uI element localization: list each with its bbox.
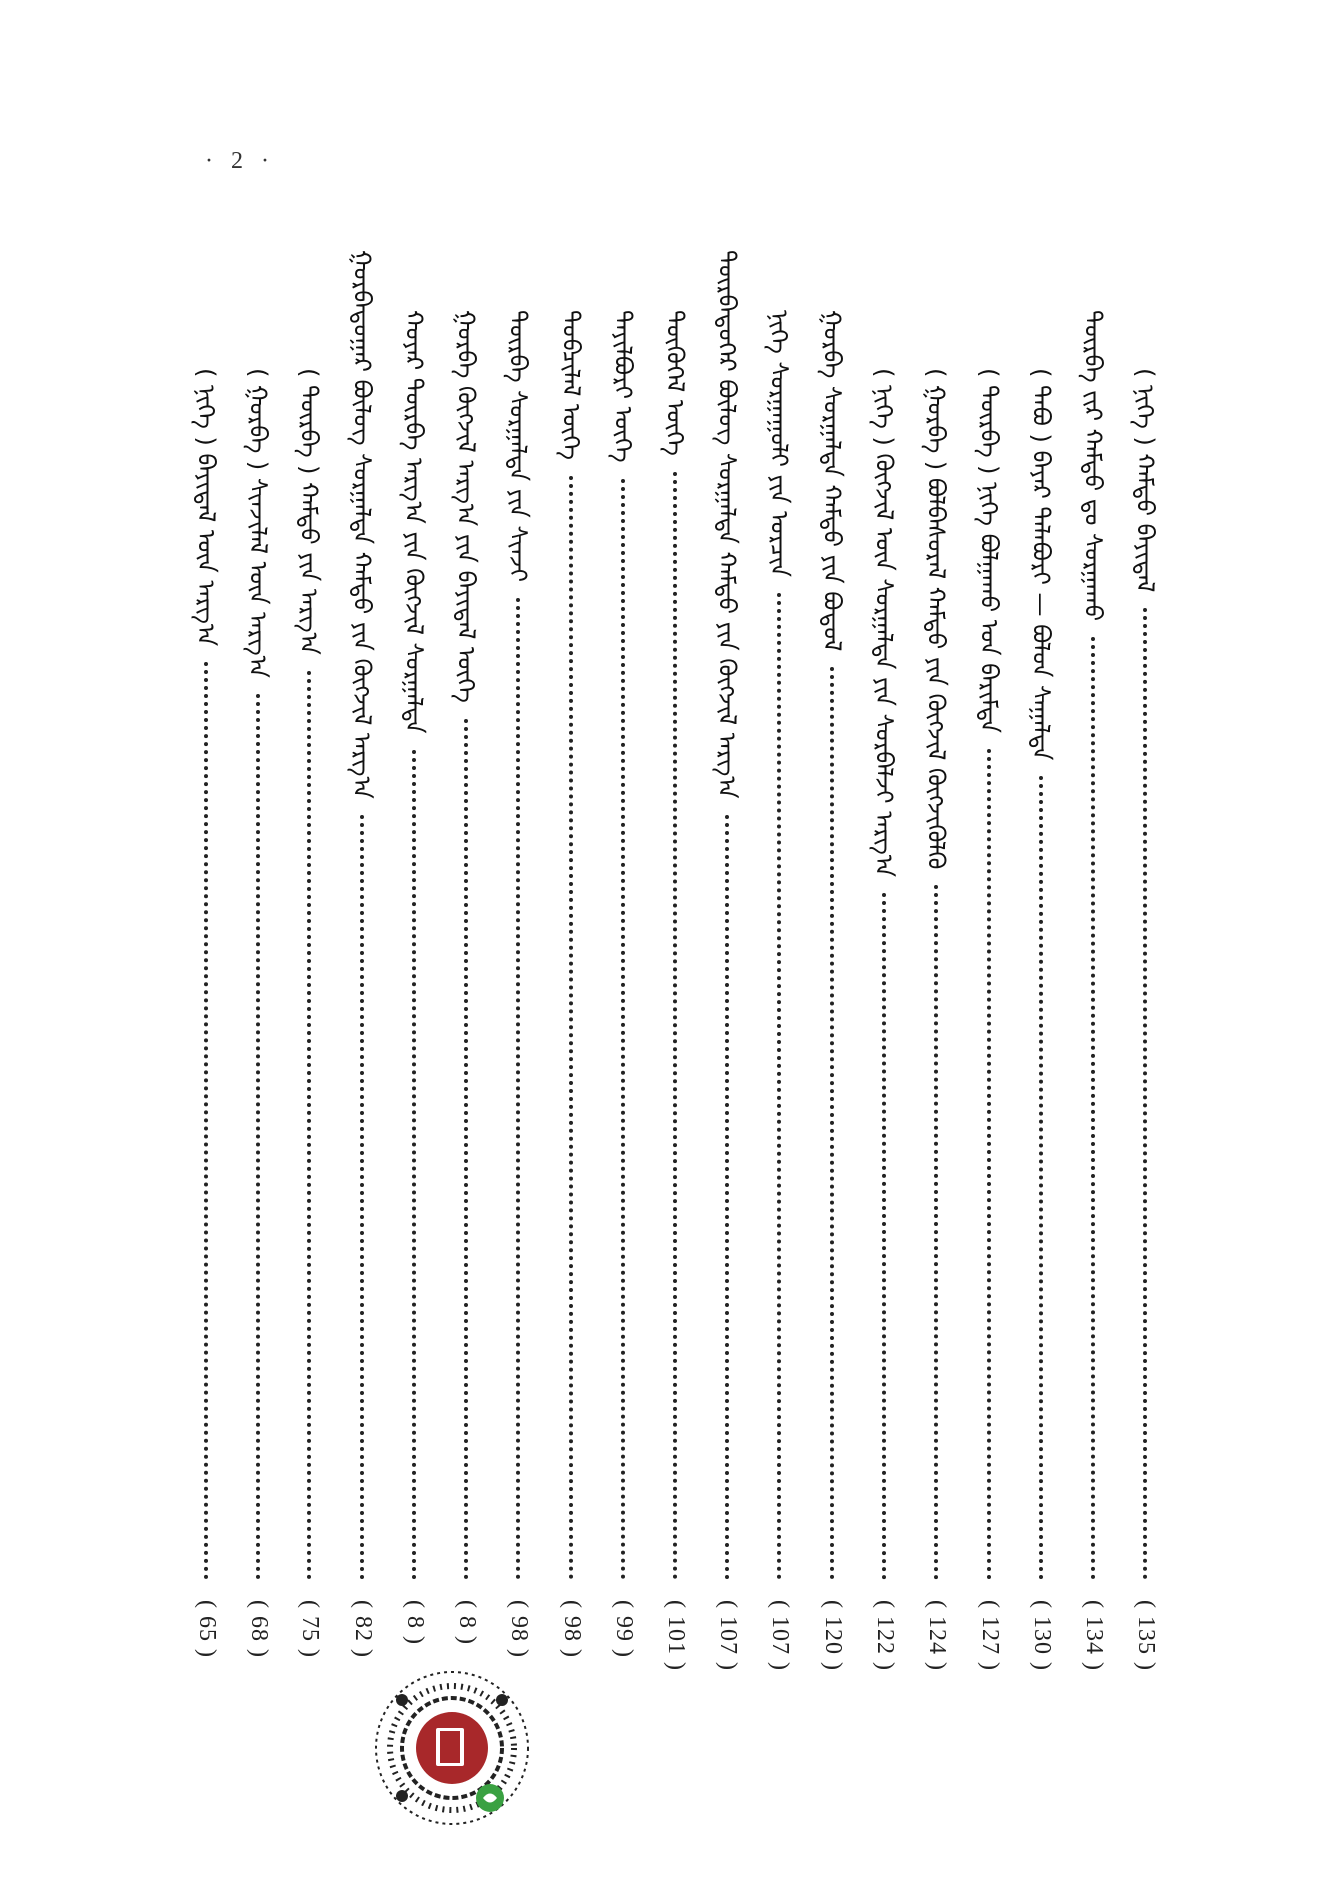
toc-dot-leader [1143, 608, 1147, 1580]
toc-entry-title[interactable]: ( ᠳᠥᠷᠪᠡ ) ᠬᠠᠮᠲᠤ ᠶᠢᠨ ᠠᠷᠭ᠎ᠠ [295, 368, 323, 655]
toc-page-number[interactable]: ( 82 ) [350, 1600, 376, 1658]
toc-dot-leader [412, 750, 416, 1580]
toc-page-number[interactable]: ( 127 ) [977, 1600, 1003, 1671]
toc-dot-leader [987, 749, 991, 1580]
toc-page-number[interactable]: ( 120 ) [820, 1600, 846, 1671]
toc-entry-title[interactable]: ᠲᠥᠭᠦᠭᠡᠯ ᠦᠭᠡ [661, 310, 689, 456]
toc-entry-title[interactable]: ( ᠭᠤᠷᠪᠠ ) ᠪᠣᠯᠪᠠᠰᠤᠷᠠᠯ ᠬᠠᠮᠲᠤ ᠶᠢᠨ ᠬᠥᠭᠵᠢᠯ ᠬᠥᠭᠵᠢᠭᠦᠯᠬᠦ [922, 368, 950, 870]
toc-page-number[interactable]: ( 122 ) [872, 1600, 898, 1671]
toc-page-number[interactable]: ( 65 ) [194, 1600, 220, 1658]
toc-entry-title[interactable]: ᠳᠥᠷᠪᠡ ᠵᠢᠷ ᠬᠠᠮᠲᠤ ᠳᠤ ᠰᠤᠷᠭᠠᠬᠤ [1079, 310, 1107, 622]
toc-page-number[interactable]: ( 134 ) [1081, 1600, 1107, 1671]
toc-dot-leader [673, 472, 677, 1580]
toc-dot-leader [830, 667, 834, 1580]
toc-entry-title[interactable]: ᠭᠤᠷᠪᠠ ᠰᠤᠷᠭᠠᠯᠲᠠ ᠬᠠᠮᠲᠤ ᠶᠢᠨ ᠪᠣᠳᠣᠯ [818, 310, 846, 652]
toc-page-number[interactable]: ( 135 ) [1133, 1600, 1159, 1671]
toc-entry-title[interactable]: ᠨᠢᠭᠡ ᠰᠤᠷᠭᠠᠭᠤᠯᠢ ᠶᠢᠨ ᠣᠷᠴᠢᠨ [765, 310, 793, 578]
toc-page-number[interactable]: ( 68 ) [246, 1600, 272, 1658]
toc-page-number[interactable]: ( 101 ) [663, 1600, 689, 1671]
toc-page-number[interactable]: ( 8 ) [454, 1600, 480, 1645]
toc-entry-title[interactable]: ᠭᠤᠷᠪᠠ ᠬᠥᠭᠵᠢᠯ ᠠᠷᠭ᠎ᠠ ᠶᠢᠨ ᠪᠠᠶᠢᠳᠠᠯ ᠦᠭᠡ [452, 310, 480, 703]
toc-entry-title[interactable]: ᠲᠣᠪᠴᠢᠯᠠᠯ ᠦᠭᠡ [557, 310, 585, 460]
toc-page-number[interactable]: ( 130 ) [1029, 1600, 1055, 1671]
toc-dot-leader [204, 662, 208, 1580]
page-number: · 2 · [205, 148, 275, 174]
toc-dot-leader [569, 476, 573, 1580]
toc-dot-leader [464, 719, 468, 1580]
toc-page-number[interactable]: ( 107 ) [715, 1600, 741, 1671]
toc-entry-title[interactable]: ( ᠨᠢᠭᠡ ) ᠬᠠᠮᠲᠤ ᠪᠠᠶᠢᠳᠠᠯ [1131, 368, 1159, 593]
toc-dot-leader [1091, 637, 1095, 1580]
toc-page-number[interactable]: ( 99 ) [611, 1600, 637, 1658]
toc-page-number[interactable]: ( 98 ) [506, 1600, 532, 1658]
toc-entry-title[interactable]: ( ᠲᠠᠪᠤ ) ᠪᠠᠶᠠᠷ ᠲᠠᠯᠠᠪᠤᠷᠢ — ᠪᠣᠯᠤᠨ ᠰᠠᠭᠠᠯᠲᠠ [1027, 368, 1055, 761]
toc-entry-title[interactable]: ( ᠨᠢᠭᠡ ) ᠬᠥᠭᠵᠢᠯ ᠦᠨ ᠰᠤᠷᠭᠠᠯᠲᠠ ᠶᠢᠨ ᠰᠤᠷᠪᠠᠯᠵᠢ ᠠᠷᠭ᠎ᠠ [870, 368, 898, 878]
qr-code-icon[interactable] [372, 1668, 532, 1828]
toc-entry-title[interactable]: ᠲᠠᠶᠢᠯᠪᠤᠷᠢ ᠦᠭᠡ [609, 310, 637, 463]
toc-entry-title[interactable]: ( ᠳᠥᠷᠪᠡ ) ᠨᠢᠭᠡ ᠪᠣᠯᠭᠠᠬᠤ ᠤᠨ ᠪᠠᠷᠢᠮᠲᠠ [975, 368, 1003, 734]
toc-entry-title[interactable]: ᠬᠣᠶᠠᠷ ᠳᠥᠷᠪᠡ ᠠᠷᠭ᠎ᠠ ᠶᠢᠨ ᠬᠥᠭᠵᠢᠯ ᠰᠤᠷᠭᠠᠯᠲᠠ [400, 310, 428, 734]
toc-dot-leader [516, 598, 520, 1580]
toc-entry-title[interactable]: ( ᠭᠤᠷᠪᠠ ) ᠰᠢᠨᠵᠢᠯᠡᠯ ᠦᠨ ᠠᠷᠭ᠎ᠠ [244, 368, 272, 678]
toc-dot-leader [1039, 776, 1043, 1580]
toc-dot-leader [307, 671, 311, 1580]
toc-page-number[interactable]: ( 107 ) [767, 1600, 793, 1671]
toc-entry-title[interactable]: ( ᠨᠢᠭᠡ ) ᠪᠠᠶᠢᠳᠠᠯ ᠦᠨ ᠠᠷᠭ᠎ᠠ [192, 368, 220, 647]
toc-entry-title[interactable]: ᠳᠥᠷᠪᠡ ᠰᠤᠷᠭᠠᠯᠲᠠ ᠶᠢᠨ ᠰᠢᠨᠵᠢ [504, 310, 532, 583]
toc-dot-leader [777, 593, 781, 1580]
toc-dot-leader [621, 479, 625, 1580]
toc-entry-title[interactable]: ᠭᠤᠷᠪᠠᠳᠤᠭᠠᠷ ᠪᠦᠯᠦᠭ ᠰᠤᠷᠭᠠᠯᠲᠠ ᠬᠠᠮᠲᠤ ᠶᠢᠨ ᠬᠥᠭᠵᠢᠯ ᠠᠷᠭ᠎ᠠ [348, 250, 376, 799]
toc-dot-leader [725, 815, 729, 1580]
toc-dot-leader [256, 694, 260, 1580]
toc-entry-title[interactable]: ᠳᠥᠷᠪᠡᠳᠦᠭᠡᠷ ᠪᠦᠯᠦᠭ ᠰᠤᠷᠭᠠᠯᠲᠠ ᠬᠠᠮᠲᠤ ᠶᠢᠨ ᠬᠥᠭᠵᠢᠯ ᠠᠷᠭ᠎ᠠ [713, 250, 741, 799]
toc-dot-leader [882, 893, 886, 1580]
toc-page-number[interactable]: ( 8 ) [402, 1600, 428, 1645]
toc-dot-leader [360, 815, 364, 1580]
toc-page-number[interactable]: ( 98 ) [559, 1600, 585, 1658]
toc-dot-leader [934, 885, 938, 1580]
toc-page-number[interactable]: ( 124 ) [924, 1600, 950, 1671]
toc-page-number[interactable]: ( 75 ) [297, 1600, 323, 1658]
